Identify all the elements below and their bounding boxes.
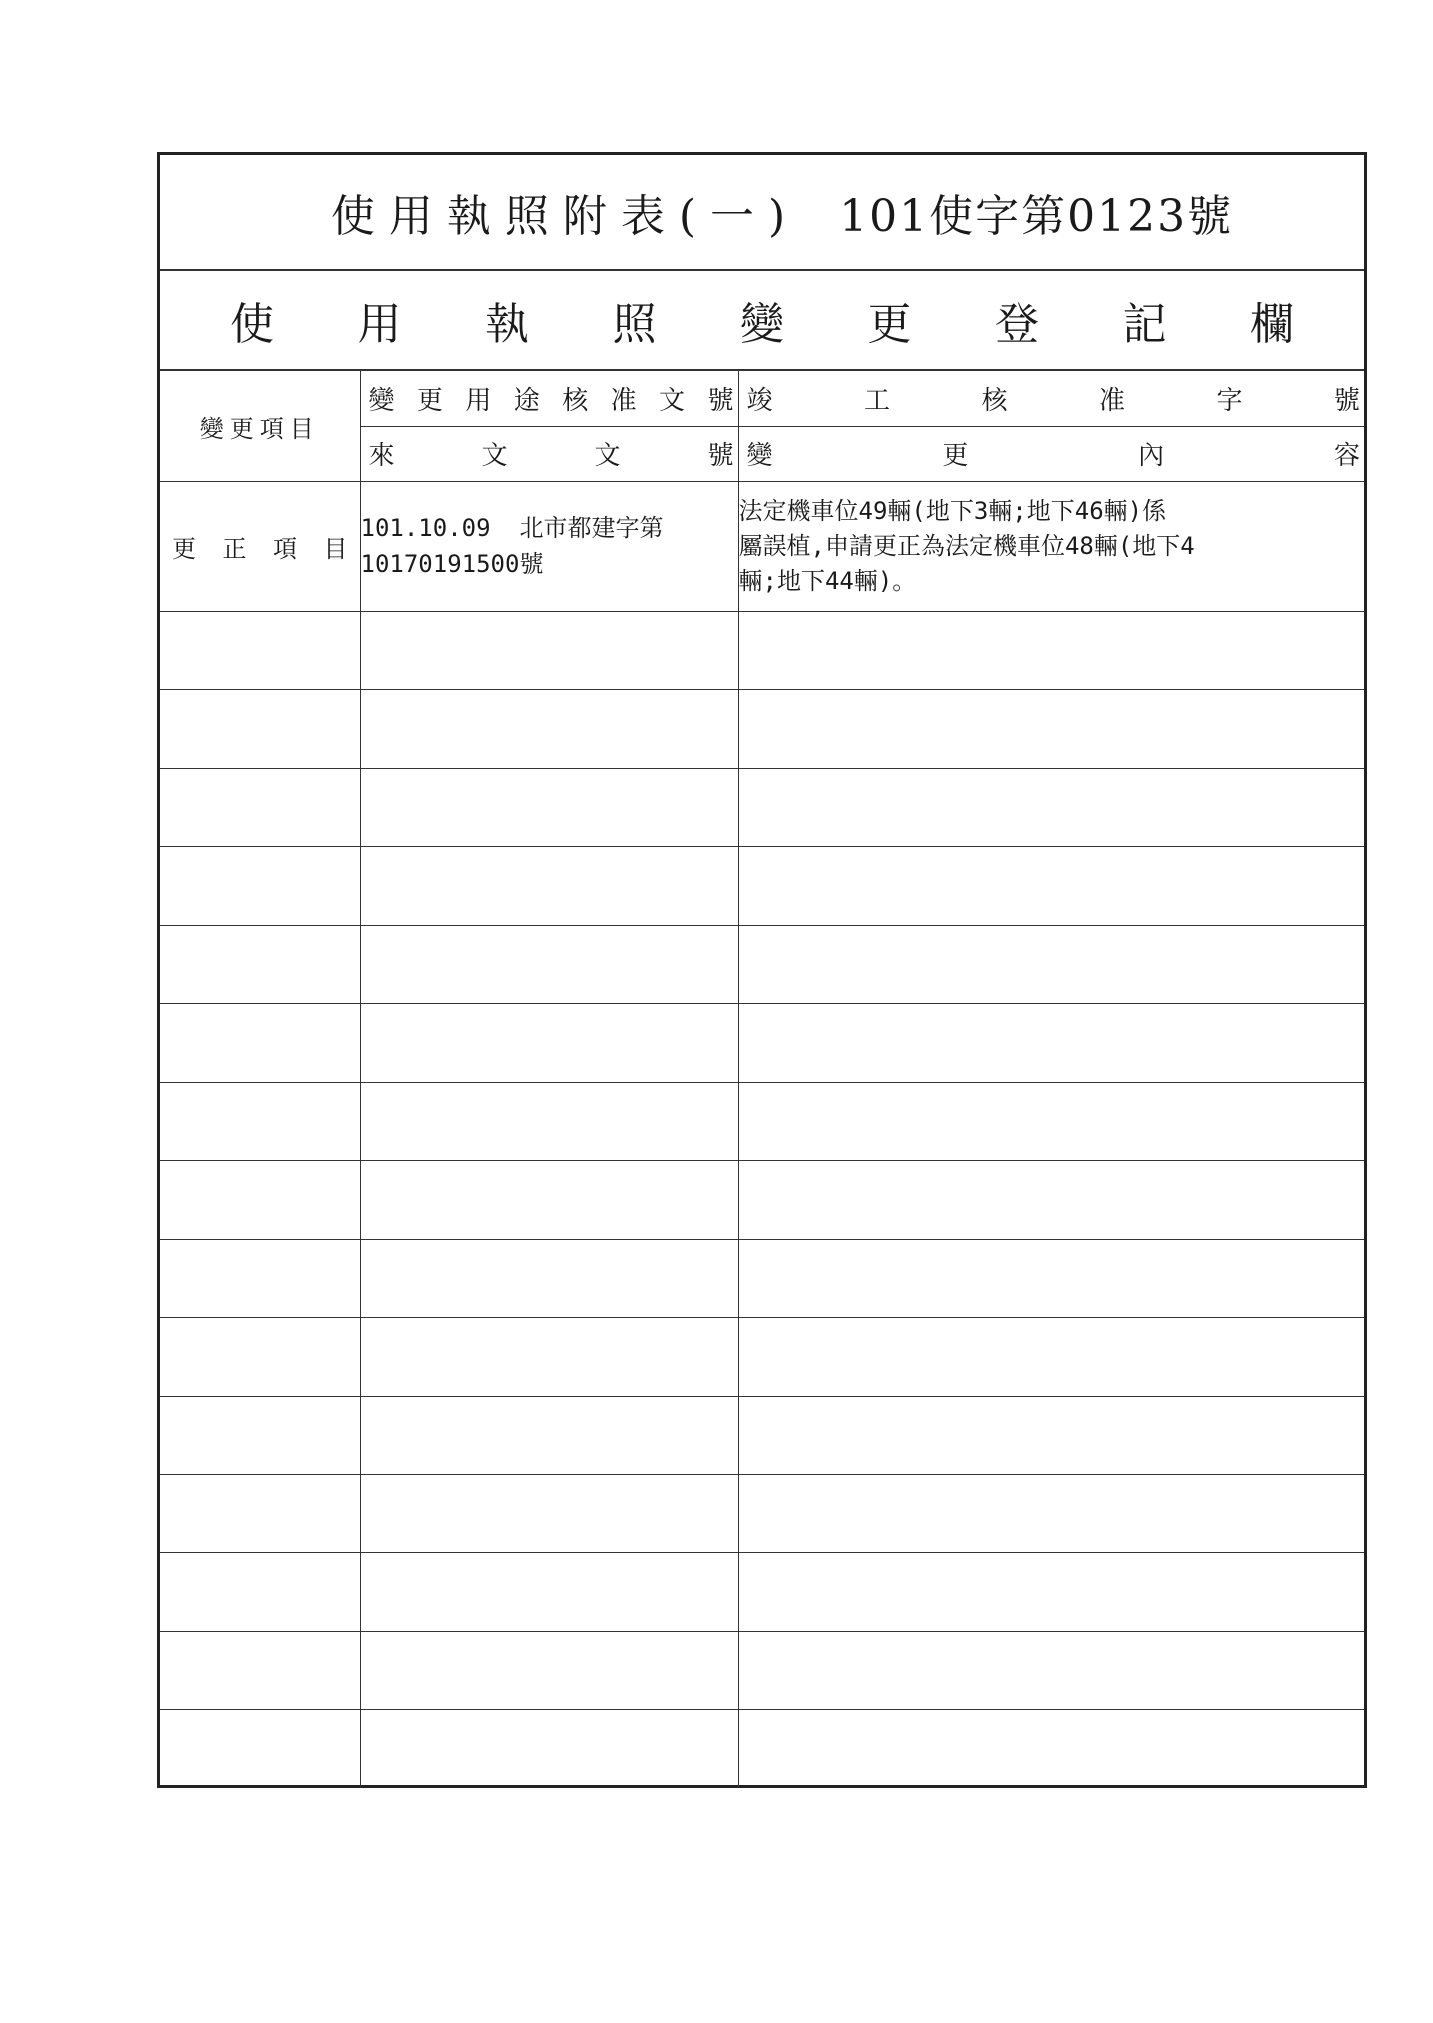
row-change-item bbox=[160, 925, 360, 1003]
table-row bbox=[160, 1474, 1364, 1552]
table-row bbox=[160, 1553, 1364, 1631]
row-change-content bbox=[738, 768, 1364, 846]
row-change-item bbox=[160, 1553, 360, 1631]
row-change-item bbox=[160, 690, 360, 768]
row-change-content bbox=[738, 1082, 1364, 1160]
license-appendix-sheet bbox=[157, 152, 1367, 1788]
row-change-item bbox=[160, 1474, 360, 1552]
row-change-item bbox=[160, 1161, 360, 1239]
table-row bbox=[160, 1004, 1364, 1082]
row-change-item bbox=[160, 1631, 360, 1709]
row-change-content bbox=[738, 1553, 1364, 1631]
row-doc-no bbox=[360, 1318, 738, 1396]
document-title bbox=[160, 155, 1364, 271]
table-row bbox=[160, 847, 1364, 925]
row-doc-no: 101.10.09 北市都建字第 10170191500號 bbox=[360, 482, 738, 612]
row-doc-no bbox=[360, 847, 738, 925]
row-change-content bbox=[738, 1161, 1364, 1239]
row-change-content bbox=[738, 690, 1364, 768]
row-change-item: 更 正 項 目 bbox=[160, 482, 360, 612]
table-row bbox=[160, 925, 1364, 1003]
row-doc-no bbox=[360, 1082, 738, 1160]
header-change-content: 變 更 內 容 bbox=[738, 426, 1364, 482]
row-doc-no bbox=[360, 1710, 738, 1788]
row-change-item bbox=[160, 611, 360, 689]
row-doc-no bbox=[360, 1396, 738, 1474]
table-row bbox=[160, 768, 1364, 846]
section-heading: 使 用 執 照 變 更 登 記 欄 bbox=[160, 271, 1364, 371]
table-row bbox=[160, 690, 1364, 768]
row-change-item bbox=[160, 1082, 360, 1160]
row-change-content bbox=[738, 925, 1364, 1003]
table-row bbox=[160, 1396, 1364, 1474]
row-doc-no bbox=[360, 768, 738, 846]
header-approval-doc-no: 變 更 用 途 核 准 文 號 bbox=[360, 371, 738, 426]
row-change-content bbox=[738, 1710, 1364, 1788]
change-register-table bbox=[160, 371, 1364, 1788]
row-change-item bbox=[160, 1318, 360, 1396]
table-row bbox=[160, 482, 1364, 612]
header-incoming-doc-no: 來 文 文 號 bbox=[360, 426, 738, 482]
row-change-item bbox=[160, 768, 360, 846]
row-doc-no bbox=[360, 1004, 738, 1082]
row-doc-no bbox=[360, 1474, 738, 1552]
row-change-content bbox=[738, 1396, 1364, 1474]
row-doc-no bbox=[360, 690, 738, 768]
row-doc-no bbox=[360, 925, 738, 1003]
table-row bbox=[160, 611, 1364, 689]
table-row bbox=[160, 1161, 1364, 1239]
row-doc-no bbox=[360, 1631, 738, 1709]
table-row bbox=[160, 1239, 1364, 1317]
license-number: 101使字第0123號 bbox=[839, 191, 1234, 242]
row-change-content: 法定機車位49輛(地下3輛;地下46輛)係 屬誤植,申請更正為法定機車位48輛(地下4 輛;地下44輛)。 bbox=[738, 482, 1364, 612]
table-row bbox=[160, 1082, 1364, 1160]
title-name: 使用執照附表(一) bbox=[330, 191, 800, 242]
row-change-item bbox=[160, 1710, 360, 1788]
row-change-content bbox=[738, 1631, 1364, 1709]
row-change-content bbox=[738, 1474, 1364, 1552]
row-change-item bbox=[160, 1396, 360, 1474]
row-change-content bbox=[738, 611, 1364, 689]
table-row bbox=[160, 1710, 1364, 1788]
header-completion-approval-no: 竣 工 核 准 字 號 bbox=[738, 371, 1364, 426]
row-change-content bbox=[738, 847, 1364, 925]
row-doc-no bbox=[360, 1161, 738, 1239]
row-doc-no bbox=[360, 1239, 738, 1317]
table-row bbox=[160, 1631, 1364, 1709]
row-change-content bbox=[738, 1239, 1364, 1317]
row-change-item bbox=[160, 847, 360, 925]
row-change-content bbox=[738, 1318, 1364, 1396]
row-change-content bbox=[738, 1004, 1364, 1082]
row-change-item bbox=[160, 1239, 360, 1317]
table-row bbox=[160, 1318, 1364, 1396]
row-change-item bbox=[160, 1004, 360, 1082]
row-doc-no bbox=[360, 1553, 738, 1631]
header-change-item: 變更項目 bbox=[160, 371, 360, 482]
row-doc-no bbox=[360, 611, 738, 689]
